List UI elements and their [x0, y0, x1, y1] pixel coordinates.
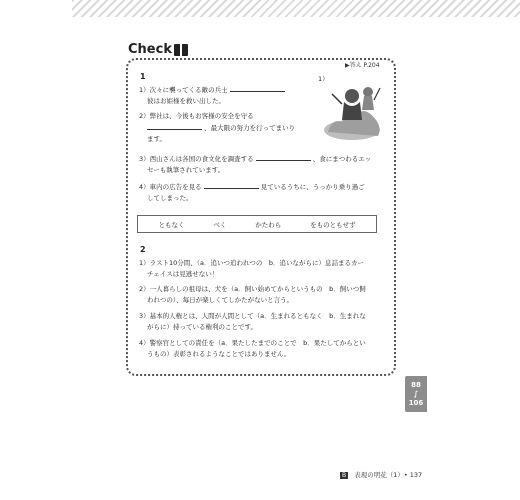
word-choice: ともなく — [158, 220, 185, 229]
word-choice: べく — [213, 220, 227, 229]
s1-q2-text-a: 2）弊社は、今後もお客様の安全を守る — [139, 112, 254, 120]
section-2-number: 2 — [140, 245, 146, 254]
s1-q4-blank[interactable] — [204, 181, 259, 189]
s1-q1-text-b: 彼はお姫様を救い出した。 — [147, 97, 225, 105]
footer-text: 表現の明花（1）• 137 — [354, 471, 423, 479]
word-choice: をものともせず — [310, 220, 356, 229]
s2-q3-text-a: 3）基本的人権とは、人間が人間として（a．生まれるともなく b．生まれな — [139, 312, 366, 320]
s2-q4-text-a: 4）警察官としての責任を（a．果たしたまでのことで b．果たしてからとい — [139, 339, 366, 347]
s2-q1-text-b: チェイスは見逃せない！ — [147, 270, 219, 278]
s2-q4 — [139, 338, 384, 360]
s1-q4-text-a: 4）車内の広告を見る — [139, 183, 202, 191]
s1-q2 — [139, 111, 384, 145]
s1-q3-text-a: 3）西山さんは各国の食文化を調査する — [139, 155, 254, 163]
s2-q2 — [139, 284, 384, 306]
s1-q3-text-c: セーも執筆されています。 — [147, 166, 225, 174]
s1-q3-blank[interactable] — [256, 153, 311, 161]
check-title: Check — [128, 42, 172, 57]
word-choice: かたわら — [255, 220, 282, 229]
page-range-start: 88 — [411, 380, 421, 389]
word-choice-box — [137, 215, 377, 233]
s1-q4-text-b: 見ているうちに、うっかり乗り過ご — [260, 183, 365, 191]
section-1-number: 1 — [140, 72, 146, 81]
s1-q3-text-b: 、食にまつわるエッ — [312, 155, 372, 163]
s1-q3 — [139, 153, 384, 176]
book-icon — [174, 44, 188, 56]
s1-q4 — [139, 181, 384, 204]
page-range-tab — [405, 376, 427, 412]
s2-q3 — [139, 311, 384, 333]
s1-q1-text-a: 1）次々に襲ってくる敵の兵士 — [139, 86, 228, 94]
s1-q4-text-c: してしまった。 — [147, 194, 193, 202]
answer-reference: ▶答え P.204 — [345, 62, 380, 69]
s1-q2-blank[interactable] — [147, 122, 202, 130]
s1-q2-text-b: 、最大限の努力を行ってまいり — [204, 124, 296, 132]
s2-q1 — [139, 258, 384, 280]
illustration-callout: 1） — [318, 75, 329, 83]
s2-q4-text-b: うもの）表彰されるようなことではありません。 — [147, 350, 291, 358]
s2-q1-text-a: 1）ラスト10分間、（a．追いつ追われつの b．追いながらに）息詰まるカー — [139, 259, 364, 267]
page-range-end: 106 — [408, 398, 424, 407]
s1-q1 — [139, 84, 384, 107]
chapter-badge: B — [342, 472, 347, 479]
page-footer — [340, 470, 422, 479]
page-range-separator: ∫ — [413, 389, 419, 398]
s2-q2-text-a: 2）一人暮らしの祖母は、犬を（a．飼い始めてからというもの b．飼いつ飼 — [139, 285, 366, 293]
s1-q2-text-c: ます。 — [147, 135, 166, 143]
s2-q3-text-b: がらに）持っている権利のことです。 — [147, 323, 257, 331]
s1-q1-blank[interactable] — [230, 84, 285, 92]
header-hatch-band — [72, 0, 520, 17]
check-heading — [128, 42, 188, 57]
s2-q2-text-b: われつの）、毎日が楽しくてしかたがないと言う。 — [147, 296, 294, 304]
